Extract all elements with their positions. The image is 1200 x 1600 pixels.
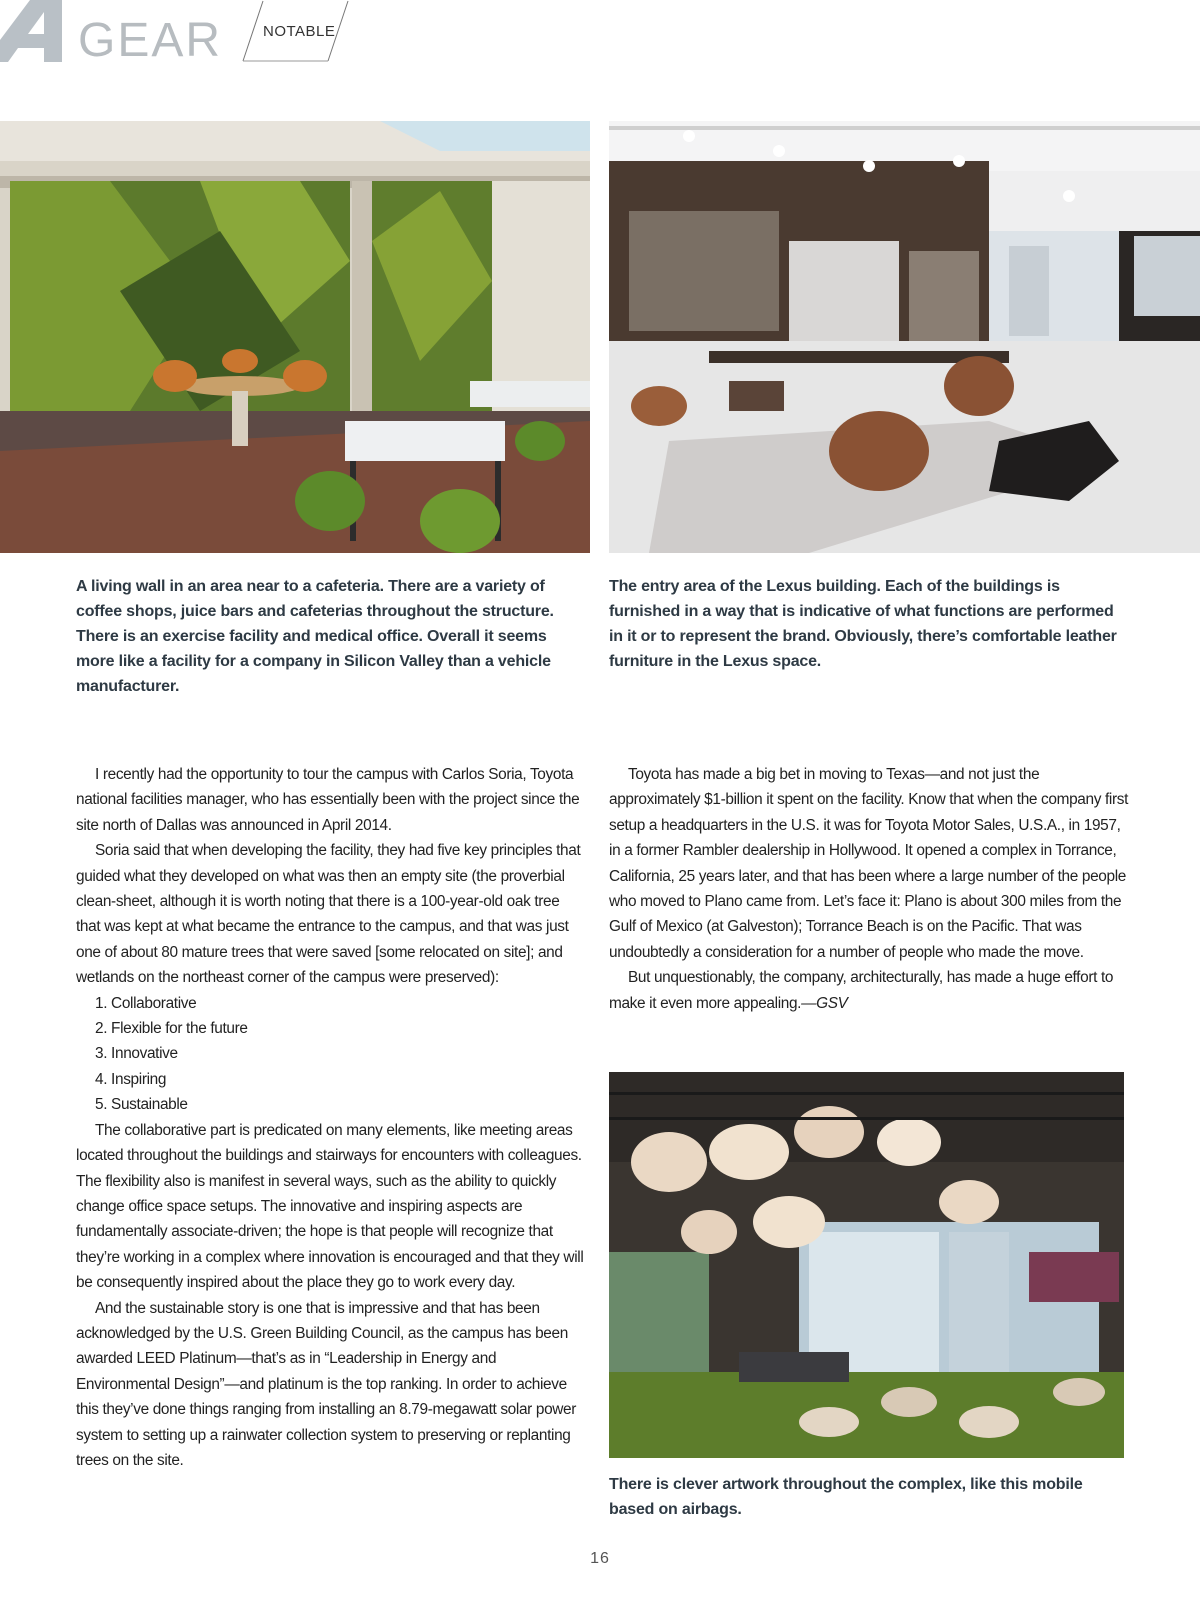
list-item: 1. Collaborative [95, 994, 197, 1012]
photo-airbag-mobile [609, 1072, 1124, 1458]
article-column-right [609, 762, 1129, 1016]
photo-caption-airbag-mobile: There is clever artwork throughout the complex, like this mobile based on airbags. [609, 1476, 1083, 1518]
principles-list [76, 991, 586, 1118]
article-paragraph: The collaborative part is predicated on many elements, like meeting areas located throughout the buildings and stairways for encounters with colleagues. The flexibility also is manifest in several ways, such as the ability to quickly change office space setups. The innovative and inspiring aspects are fundamentally associate-driven; the hope is that people will recognize that they’re working in a complex where innovation is encouraged and that they will be consequently inspired about the place they go to work every day. [76, 1121, 584, 1292]
article-paragraph: Soria said that when developing the facility, they had five key principles that guided what they developed on what was then an empty site (the proverbial clean-sheet, although it is worth noting that there is a 100-year-old oak tree that was kept at what became the entrance to the campus, and that was just one of about 80 mature trees that were saved [some relocated on site]; and wetlands on the northeast corner of the campus were preserved): [76, 842, 581, 987]
list-item: 5. Sustainable [95, 1096, 188, 1114]
section-logo-a-icon [0, 0, 70, 62]
list-item: 4. Inspiring [95, 1070, 167, 1088]
article-column-left [76, 762, 586, 1473]
photo-caption-lexus-entry: The entry area of the Lexus building. Each of the buildings is furnished in a way that is indicative of what functions are performed in it or to represent the brand. Obviously, there’s comfortable leather furniture in the Lexus space. [609, 578, 1117, 670]
article-paragraph [609, 965, 1129, 1016]
list-item: 3. Innovative [95, 1045, 178, 1063]
article-closing-text: But unquestionably, the company, architecturally, has made a huge effort to make it even more appealing. [609, 969, 1114, 1012]
list-item: 2. Flexible for the future [95, 1020, 248, 1038]
section-title: GEAR [78, 14, 223, 67]
page-number: 16 [590, 1550, 610, 1567]
article-paragraph: I recently had the opportunity to tour the campus with Carlos Soria, Toyota national facilities manager, who has essentially been with the project since the site north of Dallas was announced in April 2014. [76, 766, 580, 834]
article-paragraph: And the sustainable story is one that is impressive and that has been acknowledged by the U.S. Green Building Council, as the campus has been awarded LEED Platinum—that’s as in “Leadership in Energy and Environmental Design”—and platinum is the top ranking. In order to achieve this they’ve done things ranging from installing an 8.79-megawatt solar power system to setting up a rainwater collection system to preserving or replanting trees on the site. [76, 1299, 577, 1469]
author-byline: —GSV [801, 994, 848, 1012]
photo-lexus-entry [609, 121, 1200, 553]
article-paragraph: Toyota has made a big bet in moving to Texas—and not just the approximately $1-billion it spent on the facility. Know that when the company first setup a headquarters in the U.S. it was for Toyota Motor Sales, U.S.A., in 1957, in a former Rambler dealership in Hollywood. It opened a complex in Torrance, California, 25 years later, and that has been where a large number of the people who moved to Plano came from. Let’s face it: Plano is about 300 miles from the Gulf of Mexico (at Galveston); Torrance Beach is on the Pacific. That was undoubtedly a consideration for a number of people who made the move. [609, 766, 1129, 961]
subsection-label: NOTABLE [263, 23, 336, 40]
photo-caption-living-wall: A living wall in an area near to a cafeteria. There are a variety of coffee shops, juice bars and cafeterias throughout the structure. There is an exercise facility and medical office. Overall it seems more like a facility for a company in Silicon Valley than a vehicle manufacturer. [76, 578, 554, 695]
photo-living-wall [0, 121, 590, 553]
